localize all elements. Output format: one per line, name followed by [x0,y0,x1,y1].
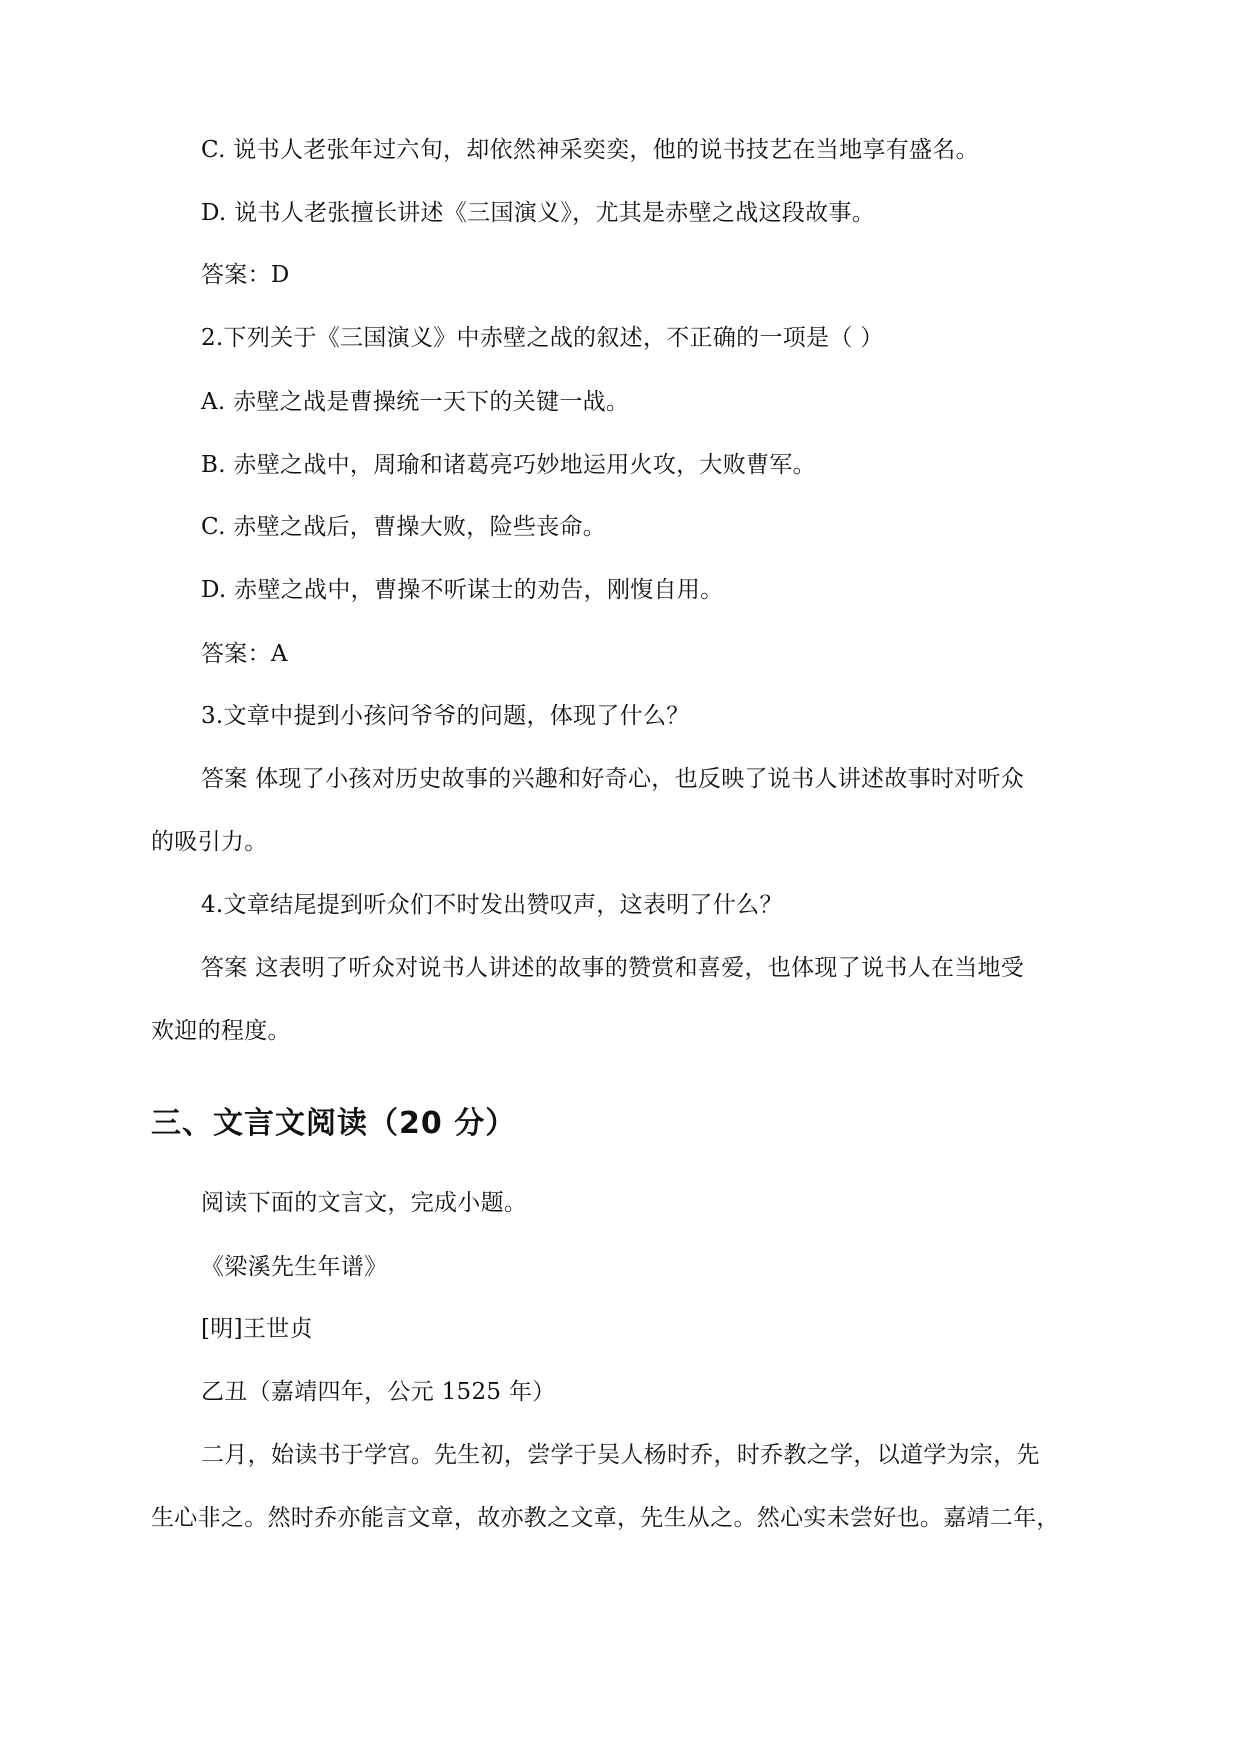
section-heading: 三、文言文阅读（20 分） [151,1106,517,1141]
q1-option-c: C. 说书人老张年过六旬，却依然神采奕奕，他的说书技艺在当地享有盛名。 [201,137,979,163]
text-paragraph-line2: 生心非之。然时乔亦能言文章，故亦教之文章，先生从之。然心实未尝好也。嘉靖二年， [151,1505,1060,1531]
q2-question: 2.下列关于《三国演义》中赤壁之战的叙述，不正确的一项是（ ） [201,325,884,351]
text-year: 乙丑（嘉靖四年，公元 1525 年） [201,1379,556,1405]
text-title: 《梁溪先生年谱》 [201,1254,388,1280]
q1-answer: 答案：D [201,262,290,288]
q3-question: 3.文章中提到小孩问爷爷的问题，体现了什么？ [201,703,690,729]
text-author: [明]王世贞 [201,1316,313,1342]
q2-option-a: A. 赤壁之战是曹操统一天下的关键一战。 [201,389,630,415]
q4-answer-line2: 欢迎的程度。 [151,1018,291,1044]
q3-answer-line1: 答案 体现了小孩对历史故事的兴趣和好奇心，也反映了说书人讲述故事时对听众 [201,766,1025,792]
q3-answer-line2: 的吸引力。 [151,829,268,855]
q2-option-d: D. 赤壁之战中，曹操不听谋士的劝告，刚愎自用。 [201,577,724,603]
q1-option-d: D. 说书人老张擅长讲述《三国演义》，尤其是赤壁之战这段故事。 [201,200,876,226]
q4-answer-line1: 答案 这表明了听众对说书人讲述的故事的赞赏和喜爱，也体现了说书人在当地受 [201,955,1025,981]
reading-instruction: 阅读下面的文言文，完成小题。 [201,1190,528,1216]
q2-option-b: B. 赤壁之战中，周瑜和诸葛亮巧妙地运用火攻，大败曹军。 [201,452,816,478]
q2-option-c: C. 赤壁之战后，曹操大败，险些丧命。 [201,514,607,540]
q4-question: 4.文章结尾提到听众们不时发出赞叹声，这表明了什么？ [201,892,783,918]
text-paragraph-line1: 二月，始读书于学宫。先生初，尝学于吴人杨时乔，时乔教之学，以道学为宗，先 [201,1442,1040,1468]
q2-answer: 答案：A [201,641,288,667]
